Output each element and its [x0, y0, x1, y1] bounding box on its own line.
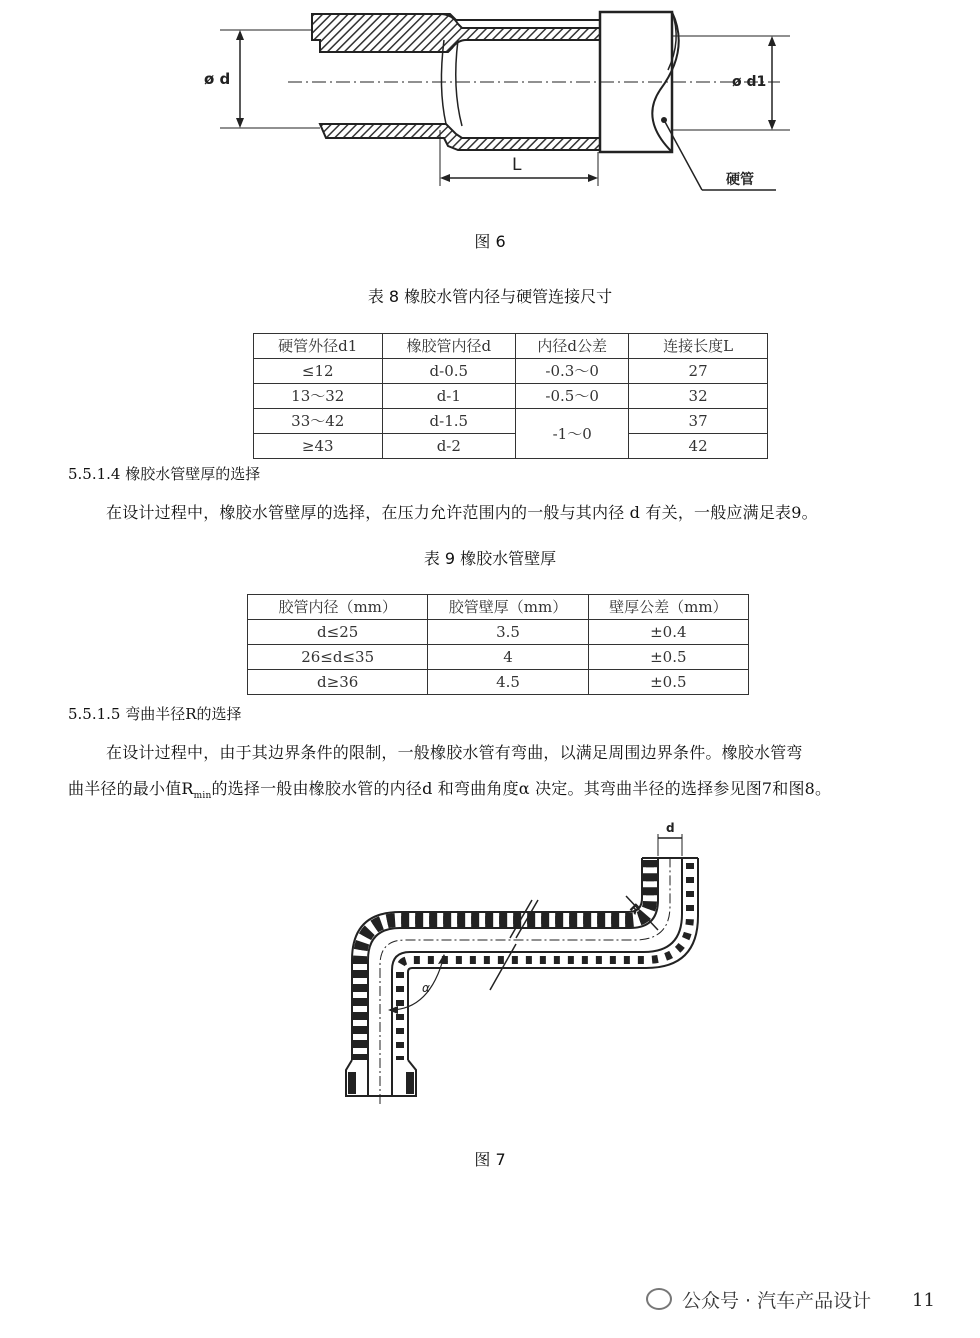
table-cell: 32	[629, 384, 768, 409]
table-row	[248, 670, 749, 695]
label-L: L	[512, 155, 522, 175]
figure-6	[200, 0, 800, 200]
section-5515-paragraph-line2	[68, 776, 831, 801]
wechat-icon	[646, 1288, 672, 1310]
section-5515-paragraph-line1: 在设计过程中，由于其边界条件的限制，一般橡胶水管有弯曲，以满足周围边界条件。橡胶水管弯	[106, 743, 803, 762]
label-alpha: α	[422, 981, 430, 995]
table-header-cell: 内径d公差	[516, 334, 629, 359]
table-cell: ≤12	[254, 359, 383, 384]
hose-outer-contour-2	[368, 858, 658, 1090]
table-row	[248, 620, 749, 645]
section-5514-paragraph: 在设计过程中，橡胶水管壁厚的选择，在压力允许范围内的一般与其内径 d 有关，一般应满足表9。	[106, 503, 818, 522]
table-row	[254, 434, 768, 459]
paragraph-text: 曲半径的最小值R	[68, 779, 194, 798]
table-8-title: 表 8 橡胶水管内径与硬管连接尺寸	[367, 287, 613, 306]
table-cell: 4.5	[428, 670, 588, 695]
table-cell: ±0.4	[588, 620, 748, 645]
table-9-title: 表 9 橡胶水管壁厚	[423, 549, 557, 568]
label-d1: ø d1	[732, 74, 767, 90]
table-row	[254, 384, 768, 409]
page-number: 11	[912, 1290, 935, 1311]
table-header-row	[254, 334, 768, 359]
subscript-min: min	[193, 791, 212, 802]
label-hard-pipe: 硬管	[726, 172, 754, 188]
table-cell: d-2	[382, 434, 516, 459]
table-header-row	[248, 595, 749, 620]
table-cell: ±0.5	[588, 645, 748, 670]
table-cell: d≤25	[248, 620, 428, 645]
watermark-text: 公众号 · 汽车产品设计	[682, 1290, 872, 1312]
table-cell: 33～42	[254, 409, 383, 434]
paragraph-text: 的选择一般由橡胶水管的内径d 和弯曲角度α 决定。其弯曲半径的选择参见图7和图8。	[211, 779, 832, 798]
watermark	[646, 1286, 871, 1313]
table-cell: d-1.5	[382, 409, 516, 434]
label-d: d	[666, 821, 675, 835]
section-5514-heading: 5.5.1.4 橡胶水管壁厚的选择	[68, 465, 261, 483]
table-cell: d≥36	[248, 670, 428, 695]
hose-lower-wall	[320, 124, 600, 150]
table-header-cell: 连接长度L	[629, 334, 768, 359]
table-header-cell: 胶管壁厚（mm）	[428, 595, 588, 620]
table-cell: 3.5	[428, 620, 588, 645]
table-cell: 4	[428, 645, 588, 670]
table-header-cell: 胶管内径（mm）	[248, 595, 428, 620]
table-8	[253, 333, 768, 459]
table-cell: 42	[629, 434, 768, 459]
table-cell: 13～32	[254, 384, 383, 409]
table-cell: -0.5～0	[516, 384, 629, 409]
figure-7	[340, 820, 720, 1110]
table-cell: ±0.5	[588, 670, 748, 695]
table-row	[254, 409, 768, 434]
table-cell: 37	[629, 409, 768, 434]
figure-6-caption: 图 6	[474, 232, 506, 251]
section-5515-heading: 5.5.1.5 弯曲半径R的选择	[68, 705, 242, 723]
table-row	[248, 645, 749, 670]
table-9	[247, 594, 749, 695]
table-cell: d-1	[382, 384, 516, 409]
label-R: R	[626, 900, 644, 918]
table-header-cell: 壁厚公差（mm）	[588, 595, 748, 620]
table-cell: ≥43	[254, 434, 383, 459]
table-cell: 27	[629, 359, 768, 384]
table-header-cell: 硬管外径d1	[254, 334, 383, 359]
table-cell: d-0.5	[382, 359, 516, 384]
hose-outer-contour	[352, 858, 642, 1090]
label-d: ø d	[204, 70, 231, 88]
table-row	[254, 359, 768, 384]
table-cell: 26≤d≤35	[248, 645, 428, 670]
table-cell-merged: -1～0	[516, 409, 629, 459]
table-cell: -0.3～0	[516, 359, 629, 384]
figure-7-caption: 图 7	[474, 1150, 506, 1169]
table-header-cell: 橡胶管内径d	[382, 334, 516, 359]
